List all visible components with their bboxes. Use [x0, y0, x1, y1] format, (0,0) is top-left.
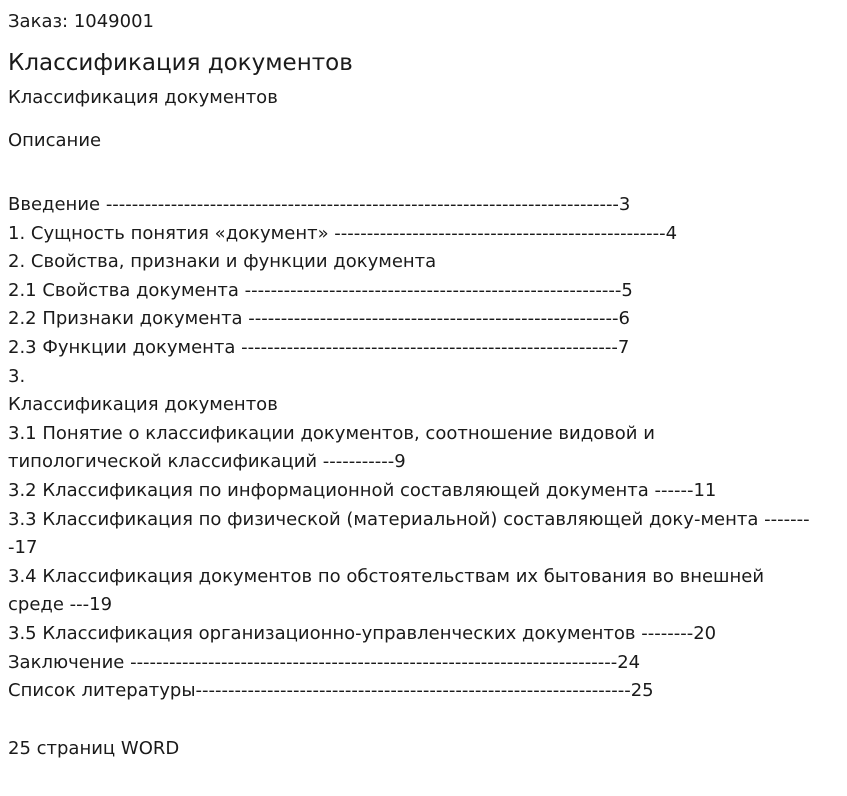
toc-item: 3.	[8, 365, 26, 387]
page-count: 25 страниц WORD	[8, 737, 180, 759]
toc-item: 3.3 Классификация по физической (материальной) составляющей доку-мента --------17	[8, 508, 810, 559]
toc-item: 3.5 Классификация организационно-управленческих документов --------20	[8, 622, 717, 644]
toc-item: 1. Сущность понятия «документ» ---------------------------------------------------4	[8, 222, 678, 244]
toc-item: 2. Свойства, признаки и функции документа	[8, 251, 437, 273]
toc-item: 3.2 Классификация по информационной составляющей документа ------11	[8, 479, 717, 501]
toc-item: 2.2 Признаки документа ---------------------------------------------------------6	[8, 308, 630, 330]
toc-item: Заключение ---------------------------------------------------------------------------24	[8, 651, 641, 673]
toc-item: Введение -------------------------------------------------------------------------------3	[8, 194, 631, 215]
page-title: Классификация документов	[8, 50, 353, 76]
toc-item: 2.1 Свойства документа ----------------------------------------------------------5	[8, 279, 633, 301]
page-subtitle: Классификация документов	[8, 87, 278, 108]
table-of-contents	[8, 191, 813, 706]
toc-item: 3.1 Понятие о классификации документов, соотношение видовой и типологической классификаций -----------9	[8, 422, 655, 473]
order-number: Заказ: 1049001	[8, 11, 154, 32]
description-label: Описание	[8, 130, 102, 151]
toc-item: 2.3 Функции документа ----------------------------------------------------------7	[8, 336, 630, 358]
toc-item: Список литературы-------------------------------------------------------------------25	[8, 680, 654, 702]
toc-item: 3.4 Классификация документов по обстоятельствам их бытования во внешней среде ---19	[8, 565, 765, 616]
toc-item: Классификация документов	[8, 394, 278, 416]
